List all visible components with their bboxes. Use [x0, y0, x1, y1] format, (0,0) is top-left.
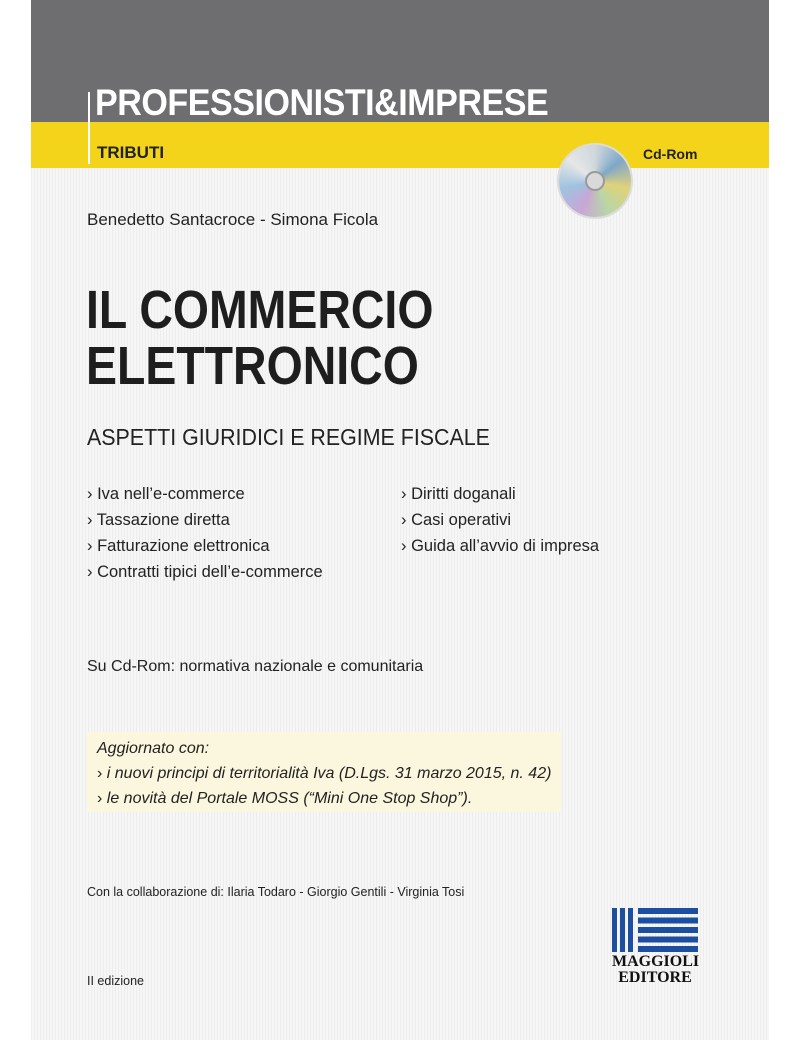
- edition-label: II edizione: [87, 974, 144, 988]
- topic-item: › Guida all’avvio di impresa: [401, 533, 599, 559]
- cd-rom-disc-icon: [559, 145, 631, 217]
- series-title: PROFESSIONISTI&IMPRESE: [95, 82, 549, 123]
- topic-item: › Fatturazione elettronica: [87, 533, 323, 559]
- topic-item: › Iva nell’e-commerce: [87, 481, 323, 507]
- update-notice-heading: Aggiornato con:: [97, 740, 210, 757]
- publisher-name-line-2: EDITORE: [618, 969, 692, 986]
- update-notice-item: › le novità del Portale MOSS (“Mini One Stop Shop”).: [97, 786, 551, 811]
- cd-rom-disc-hole: [585, 171, 605, 191]
- update-notice-box: [87, 732, 561, 812]
- publisher-name-line-1: MAGGIOLI: [612, 953, 700, 970]
- series-divider: [88, 92, 90, 164]
- book-title-line-1: IL COMMERCIO: [86, 280, 434, 340]
- book-title-line-2: ELETTRONICO: [86, 336, 419, 396]
- topic-item: › Casi operativi: [401, 507, 599, 533]
- maggioli-logo-icon: [612, 908, 698, 952]
- update-notice-item: › i nuovi principi di territorialità Iva (D.Lgs. 31 marzo 2015, n. 42): [97, 761, 551, 786]
- topic-item: › Tassazione diretta: [87, 507, 323, 533]
- book-subtitle: ASPETTI GIURIDICI E REGIME FISCALE: [87, 424, 490, 450]
- topic-item: › Contratti tipici dell’e-commerce: [87, 559, 323, 585]
- book-title: [86, 282, 433, 394]
- publisher-name: [612, 954, 698, 986]
- cd-rom-content-note: Su Cd-Rom: normativa nazionale e comunitaria: [87, 658, 424, 675]
- topics-list-left: [87, 481, 323, 585]
- book-authors: Benedetto Santacroce - Simona Ficola: [87, 210, 379, 229]
- collection-label: TRIBUTI: [97, 143, 165, 162]
- book-cover: [31, 0, 769, 1040]
- topic-item: › Diritti doganali: [401, 481, 599, 507]
- collaboration-credits: Con la collaborazione di: Ilaria Todaro - Giorgio Gentili - Virginia Tosi: [87, 885, 465, 899]
- cd-rom-label: Cd-Rom: [643, 146, 698, 162]
- topics-list-right: [401, 481, 599, 559]
